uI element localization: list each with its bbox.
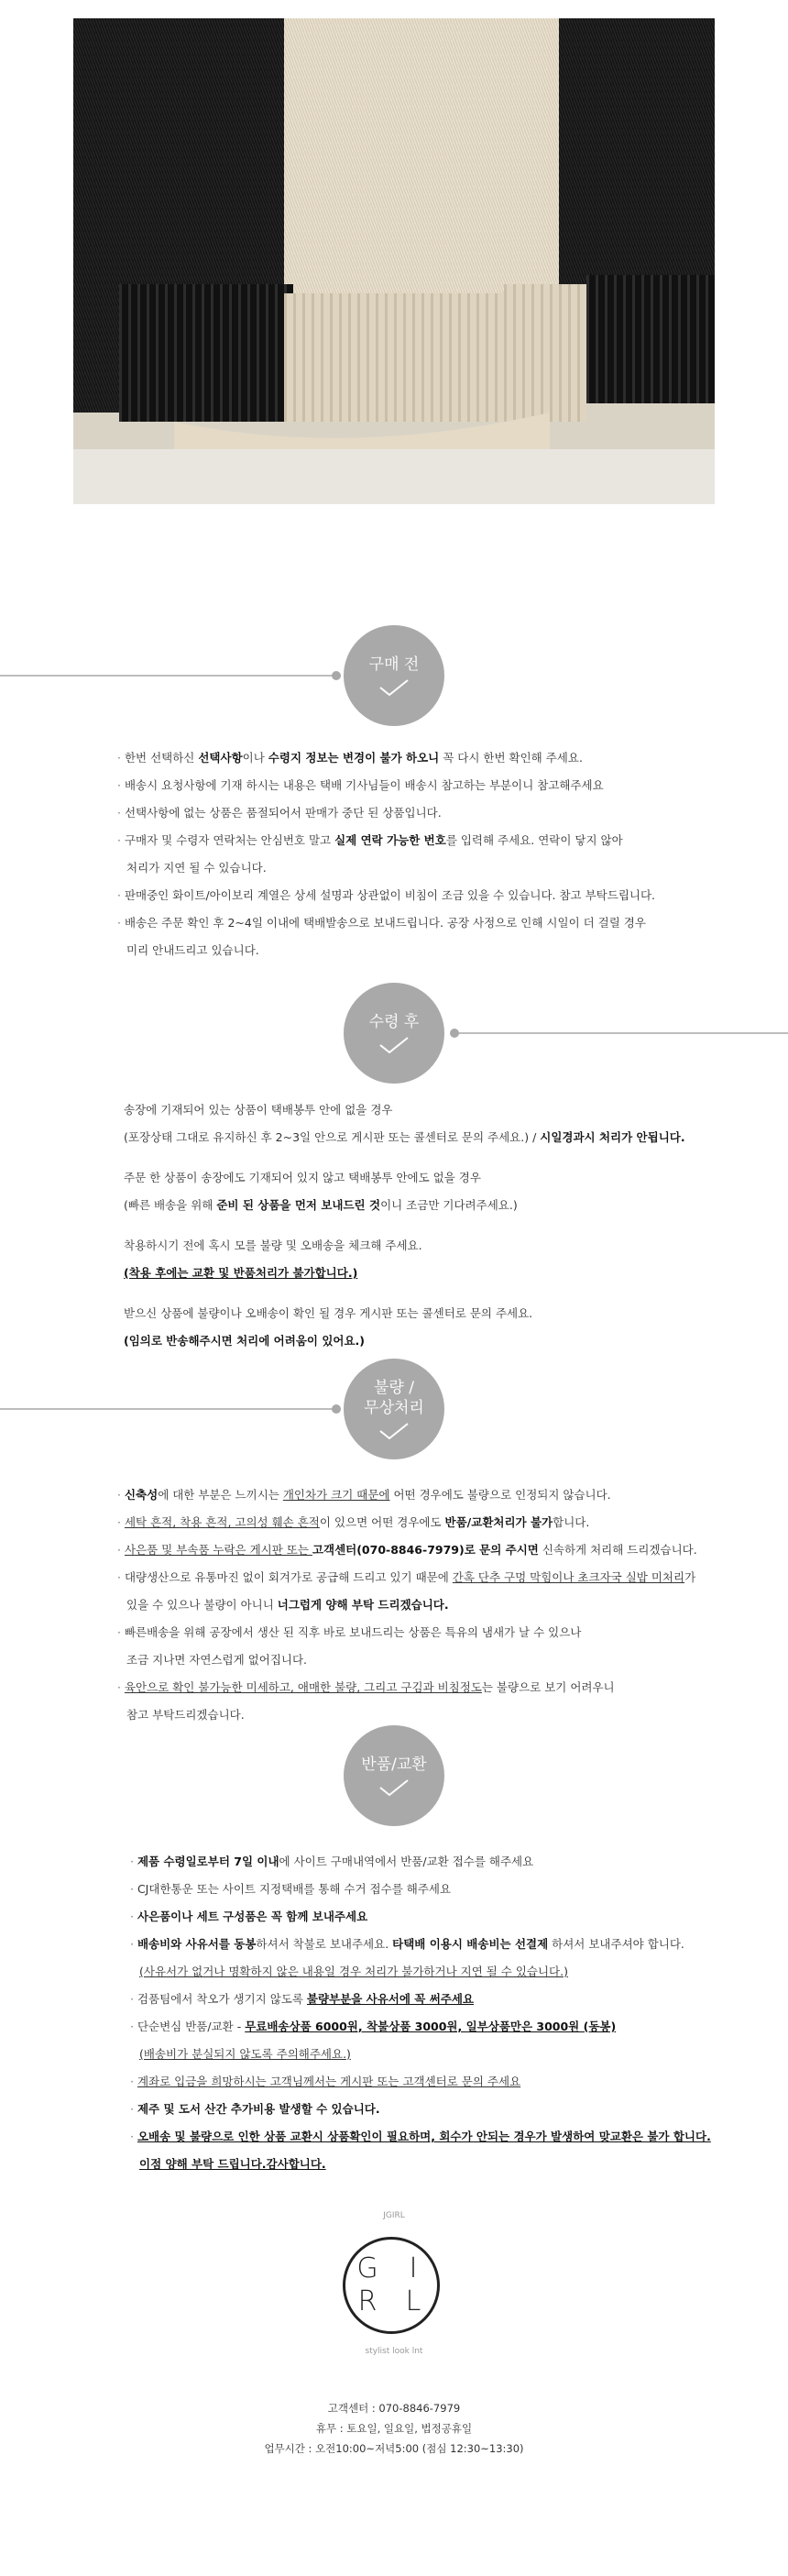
notice-text: 불량부분을 사유서에 꼭 써주세요 [306,1992,475,2006]
notice-text: 하셔서 보내주셔야 합니다. [548,1937,684,1951]
check-icon [378,1036,410,1054]
notice-line [124,1124,685,1151]
notice-line [117,744,655,772]
notice-line [117,937,655,964]
notice-text: 한번 선택하신 [124,751,199,765]
notice-text: CJ대한통운 또는 사이트 지정택배를 통해 수거 접수를 해주세요 [137,1882,452,1896]
notice-line [124,1164,685,1192]
notice-text: 에 사이트 구매내역에서 반품/교환 접수를 해주세요 [279,1855,534,1868]
notice-line [117,772,655,799]
notice-text: 세탁 흔적, 착용 흔적, 고의성 훼손 흔적 [124,1515,320,1529]
notice-text: 너그럽게 양해 부탁 드리겠습니다. [277,1598,449,1612]
notice-line [117,1536,697,1564]
divider-line [0,1408,334,1410]
check-icon [378,1778,410,1797]
notice-text: 반품/교환처리가 불가 [444,1515,553,1529]
notice-text: 선택사항 [198,751,243,765]
sweater-knit-image [73,18,715,504]
notice-line [130,1848,711,1876]
notice-text: 송장에 기재되어 있는 상품이 택배봉투 안에 없을 경우 [124,1103,393,1117]
notice-text: 신속하게 처리해 드리겠습니다. [538,1543,697,1557]
notice-line [117,1564,697,1591]
section-title: 불량 / 무상처리 [364,1379,424,1417]
notice-text: 선택사항에 없는 상품은 품절되어서 판매가 중단 된 상품입니다. [124,806,442,820]
section-badge-after-receipt [344,983,444,1084]
notice-line [117,1509,697,1536]
notice-text: 꼭 다시 한번 확인해 주세요. [439,751,583,765]
section-badge-before-purchase [344,625,444,726]
notice-line [130,1876,711,1903]
notice-line [124,1300,685,1327]
notice-text: 합니다. [553,1515,590,1529]
notice-text: 처리가 지연 될 수 있습니다. [126,861,267,875]
notice-line [117,1674,697,1701]
notice-line [117,854,655,882]
notice-text: 주문 한 상품이 송장에도 기재되어 있지 않고 택배봉투 안에도 없을 경우 [124,1171,481,1184]
notice-text: 받으신 상품에 불량이나 오배송이 확인 될 경우 게시판 또는 콜센터로 문의 주세요. [124,1306,533,1320]
notice-text: 육안으로 확인 불가능한 미세하고, 애매한 불량, 그리고 구김과 비침정도 [124,1680,482,1694]
notice-line [130,2151,711,2178]
notice-line [124,1232,685,1260]
notice-text: 이나 [242,751,268,765]
notice-text: 있을 수 있으나 불량이 아니니 [126,1598,278,1612]
contact-holiday: 휴무 : 토요일, 일요일, 법정공휴일 [315,2422,473,2435]
brand-logo [343,2237,440,2334]
notice-text: 제품 수령일로부터 7일 이내 [137,1855,279,1868]
notice-line [117,882,655,909]
product-photo [73,18,715,504]
divider-line [454,1032,788,1034]
notice-text: 준비 된 상품을 먼저 보내드린 것 [216,1198,381,1212]
notice-text: 어떤 경우에도 불량으로 인정되지 않습니다. [389,1488,611,1502]
notice-text: 계좌로 입금을 희망하시는 고객님께서는 게시판 또는 고객센터로 문의 주세요 [137,2075,521,2088]
notice-text: 검품팀에서 착오가 생기지 않도록 [137,1992,307,2006]
notice-line [124,1260,685,1287]
brand-bottom-tag: stylist look lnt [365,2347,423,2356]
logo-letter: R [357,2285,379,2317]
section-title: 반품/교환 [361,1756,427,1774]
notice-line [117,799,655,827]
divider-dot [332,671,341,680]
notice-text: (포장상태 그대로 유지하신 후 2~3일 안으로 게시판 또는 콜센터로 문의 주세요.) / [124,1130,541,1144]
notice-line [130,1986,711,2013]
notice-text: 참고 부탁드리겠습니다. [126,1708,245,1722]
notice-line [124,1096,685,1124]
notice-text: 배송시 요청사항에 기재 하시는 내용은 택배 기사님들이 배송시 참고하는 부분이니 참고해주세요 [124,778,604,792]
notice-text: 착용하시기 전에 혹시 모를 불량 및 오배송을 체크해 주세요. [124,1238,422,1252]
contact-info [0,2398,788,2459]
notice-text: (착용 후에는 교환 및 반품처리가 불가합니다.) [124,1266,358,1280]
notice-text: 빠른배송을 위해 공장에서 생산 된 직후 바로 보내드리는 상품은 특유의 냄새가 날 수 있으나 [124,1625,582,1639]
notice-text: 미리 안내드리고 있습니다. [126,943,259,957]
notice-text: 가 [684,1570,696,1584]
logo-letter: G [356,2252,380,2284]
notice-list-return-exchange [130,1848,711,2178]
divider-dot [450,1029,459,1038]
notice-list-before-purchase [117,744,655,964]
check-icon [378,1422,410,1440]
notice-text: 고객센터(070-8846-7979)로 문의 주시면 [312,1543,539,1557]
notice-line [130,1903,711,1931]
notice-line [130,2041,711,2068]
notice-line [117,1701,697,1729]
logo-letter: L [405,2285,423,2317]
brand-top-tag: JGIRL [383,2211,405,2220]
notice-line [130,1958,711,1986]
notice-list-after-receipt [124,1096,685,1355]
notice-text: 간혹 단추 구멍 막힘이나 초크자국 실밥 미처리 [452,1570,685,1584]
notice-text: 구매자 및 수령자 연락처는 안심번호 말고 [124,833,335,847]
notice-text: 신축성 [124,1488,159,1502]
notice-text: 를 입력해 주세요. 연락이 닿지 않아 [445,833,623,847]
notice-list-defect [117,1481,697,1729]
section-badge-return-exchange [344,1725,444,1826]
notice-line [117,827,655,854]
notice-text: 제주 및 도서 산간 추가비용 발생할 수 있습니다. [137,2102,380,2116]
divider-line [0,675,334,677]
notice-line [124,1327,685,1355]
notice-text: 이점 양해 부탁 드립니다.감사합니다. [139,2157,326,2171]
notice-text: 사은품이나 세트 구성품은 꼭 함께 보내주세요 [137,1910,368,1923]
notice-text: 시일경과시 처리가 안됩니다. [540,1130,685,1144]
notice-text: 이니 조금만 기다려주세요.) [380,1198,518,1212]
notice-line [130,1931,711,1958]
notice-text: 에 대한 부분은 느끼시는 [158,1488,283,1502]
contact-hours: 업무시간 : 오전10:00~저녁5:00 (점심 12:30~13:30) [264,2442,524,2455]
notice-line [117,909,655,937]
check-icon [378,678,410,697]
notice-text: 무료배송상품 6000원, 착불상품 3000원, 일부상품만은 3000원 (동봉) [245,2020,617,2033]
notice-text: 하셔서 착불로 보내주세요. [256,1937,393,1951]
notice-text: (사유서가 없거나 명확하지 않은 내용일 경우 처리가 불가하거나 지연 될 수 있습니다.) [139,1965,568,1978]
notice-line [117,1591,697,1619]
notice-text: 는 불량으로 보기 어려우니 [481,1680,615,1694]
notice-line [117,1646,697,1674]
notice-text: 판매중인 화이트/아이보리 계열은 상세 설명과 상관없이 비침이 조금 있을 수 있습니다. 참고 부탁드립니다. [124,888,656,902]
notice-text: 대량생산으로 유통마진 없이 회겨가로 공급해 드리고 있기 때문에 [124,1570,453,1584]
notice-text: (빠른 배송을 위해 [124,1198,217,1212]
notice-line [130,2068,711,2096]
notice-line [130,2013,711,2041]
notice-text: (임의로 반송해주시면 처리에 어려움이 있어요.) [124,1334,366,1348]
notice-text: 단순변심 반품/교환 - [137,2020,246,2033]
notice-text: 배송비와 사유서를 동봉 [137,1937,257,1951]
notice-line [117,1481,697,1509]
notice-text: 사은품 및 부속품 누락은 게시판 또는 [124,1543,312,1557]
logo-letter: I [409,2252,420,2284]
notice-line [130,2096,711,2123]
notice-line [130,2123,711,2151]
contact-phone: 고객센터 : 070-8846-7979 [327,2402,461,2415]
notice-text: (배송비가 분실되지 않도록 주의해주세요.) [139,2047,351,2061]
notice-text: 수령지 정보는 변경이 불가 하오니 [268,751,440,765]
notice-text: 타택배 이용시 배송비는 선결제 [392,1937,549,1951]
notice-text: 오배송 및 불량으로 인한 상품 교환시 상품확인이 필요하며, 회수가 안되는 경우가 발생하여 맞교환은 불가 합니다. [137,2130,711,2143]
notice-text: 조금 지나면 자연스럽게 없어집니다. [126,1653,308,1667]
section-title: 구매 전 [368,655,420,674]
notice-text: 개인차가 크기 때문에 [282,1488,390,1502]
divider-dot [332,1404,341,1414]
notice-text: 배송은 주문 확인 후 2~4일 이내에 택배발송으로 보내드립니다. 공장 사정으로 인해 시일이 더 걸릴 경우 [124,916,646,930]
notice-text: 실제 연락 가능한 번호 [334,833,446,847]
section-badge-defect [344,1359,444,1459]
section-title: 수령 후 [368,1013,420,1031]
notice-text: 이 있으면 어떤 경우에도 [319,1515,445,1529]
notice-line [117,1619,697,1646]
notice-line [124,1192,685,1219]
